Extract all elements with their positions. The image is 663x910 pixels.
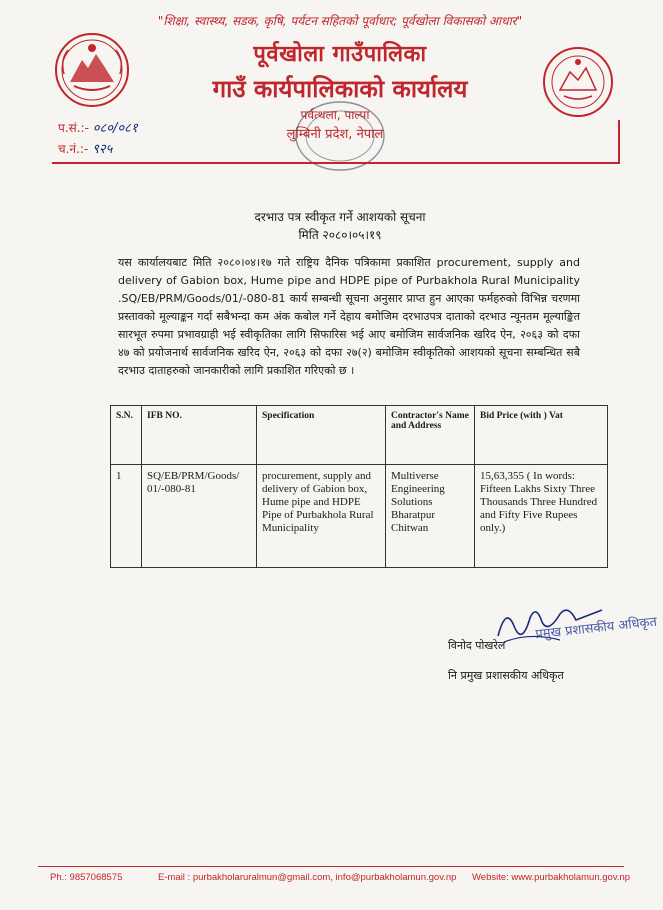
footer-email: E-mail : purbakholaruralmun@gmail.com, info@purbakholamun.gov.np: [158, 872, 457, 883]
header-contractor: Contractor's Name and Address: [386, 406, 475, 465]
footer-phone: Ph.: 9857068575: [50, 872, 123, 883]
ref-cn-label: च.नं.:-: [58, 142, 89, 156]
ref-cn-value: ९२५: [92, 142, 113, 157]
footer-website: Website: www.purbakholamun.gov.np: [472, 872, 631, 883]
slogan: "शिक्षा, स्वास्थ्य, सडक, कृषि, पर्यटन सहितको पूर्वाधार; पूर्वखोला विकासको आधार": [157, 14, 523, 28]
cell-spec: procurement, supply and delivery of Gabion box, Hume pipe and HDPE Pipe of Purbakhola Rural Municipality: [257, 465, 386, 568]
cell-contractor: Multiverse Engineering Solutions Bharatpur Chitwan: [386, 465, 475, 568]
footer-divider: [38, 866, 624, 867]
ref-ps-value: ०८०/०८१: [92, 121, 138, 136]
office-stamp-icon: [280, 88, 400, 178]
header-ifb: IFB NO.: [142, 406, 257, 465]
header-divider: [52, 162, 618, 164]
header-spec: Specification: [257, 406, 386, 465]
nepal-emblem-icon: [52, 30, 132, 110]
cell-bid: 15,63,355 ( In words: Fifteen Lakhs Sixty Three Thousands Three Hundred and Fifty Five Rupees only.): [475, 465, 608, 568]
header-bid: Bid Price (with ) Vat: [475, 406, 608, 465]
address-line: पर्वत्थला, पाल्पा: [300, 108, 370, 122]
reference-block: [58, 118, 138, 160]
header-sn: S.N.: [111, 406, 142, 465]
org-name: पूर्वखोला गाउँपालिका: [253, 42, 427, 67]
header-divider-vertical: [618, 120, 620, 164]
ref-ps-label: प.सं.:-: [58, 121, 89, 135]
signatory-title: नि प्रमुख प्रशासकीय अधिकृत: [448, 669, 564, 682]
notice-date: मिति २०८०।०५।१९: [298, 228, 382, 242]
table-header-row: [111, 406, 608, 465]
office-name: गाउँ कार्यपालिकाको कार्यालय: [212, 75, 468, 103]
notice-title: दरभाउ पत्र स्वीकृत गर्ने आशयको सूचना: [254, 210, 426, 224]
municipality-logo-icon: [540, 44, 616, 120]
ref-ps: [58, 118, 138, 139]
cell-sn: 1: [111, 465, 142, 568]
ref-cn: [58, 139, 138, 160]
bid-table: [110, 405, 608, 568]
notice-heading: [150, 208, 530, 244]
cell-ifb: SQ/EB/PRM/Goods/ 01/-080-81: [142, 465, 257, 568]
notice-body: यस कार्यालयबाट मिति २०८०।०४।१७ गते राष्ट्रिय दैनिक पत्रिकामा प्रकाशित procurement, supply and delivery of Gabion box, Hume pipe and HDPE pipe of Purbakhola Rural Municipality .SQ/EB/PRM/Goods/01/-080-81 कार्य सम्बन्धी सूचना अनुसार प्राप्त हुन आएका फर्महरुको विभिन्न चरणमा प्रस्तावको मूल्याङ्कन गर्दा सबैभन्दा कम अंक कबोल गर्ने देहाय बमोजिम दरभाउपत्र दाताको दरभाउ न्यूनतम मूल्याङ्कित सारभूत रुपमा प्रभावग्राही भई स्वीकृतिका लागि सिफारिस भई आए बमोजिम सार्वजनिक खरिद ऐन, २०६३ को दफा ४७ को प्रयोजनार्थ सार्वजनिक खरिद ऐन, २०६३ को दफा २७(२) बमोजिम स्वीकृतिको आशयको सूचना सम्बन्धित सबै दरभाउ दाताहरुको जानकारीको लागि प्रकाशित गरिएको छ ।: [118, 256, 580, 377]
table-row: [111, 465, 608, 568]
signatory-name: विनोद पोखरेल: [448, 639, 506, 652]
signature-stamp-text: प्रमुख प्रशासकीय अधिकृत: [534, 614, 658, 643]
province-line: लुम्बिनी प्रदेश, नेपाल: [286, 127, 384, 142]
